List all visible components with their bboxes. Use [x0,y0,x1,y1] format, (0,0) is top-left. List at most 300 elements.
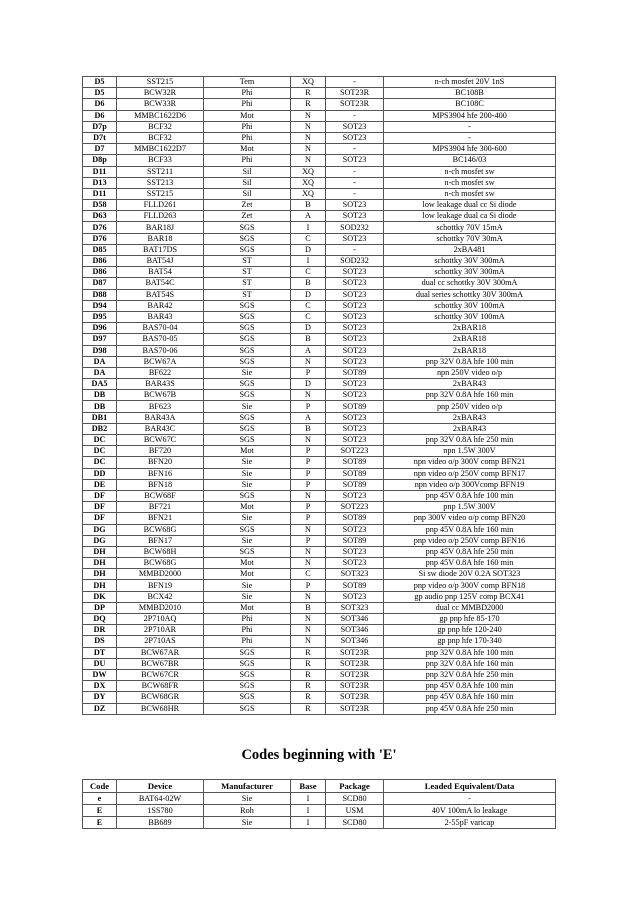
code-cell: DH [83,546,117,557]
header-base: Base [291,780,326,793]
table-row [83,311,556,322]
device-cell: BCW68F [117,490,204,501]
base-cell: C [291,311,326,322]
device-cell: FLLD261 [117,200,204,211]
package-cell: - [326,77,384,88]
code-cell: D58 [83,200,117,211]
equivalent-cell: n-ch mosfet 20V 1nS [384,77,556,88]
manufacturer-cell: Sie [204,401,291,412]
code-cell: E [83,805,117,817]
code-cell: D6 [83,99,117,110]
table-row [83,379,556,390]
device-cell: 2P710AS [117,636,204,647]
device-cell: BCW67AR [117,647,204,658]
base-cell: A [291,345,326,356]
manufacturer-cell: Phi [204,88,291,99]
package-cell: SOT23 [326,300,384,311]
base-cell: XQ [291,77,326,88]
base-cell: A [291,412,326,423]
table-row [83,513,556,524]
code-cell: DB2 [83,423,117,434]
code-cell: DB [83,390,117,401]
base-cell: N [291,132,326,143]
table-header [83,780,556,793]
equivalent-cell: MPS3904 hfe 300-600 [384,144,556,155]
manufacturer-cell: SGS [204,379,291,390]
manufacturer-cell: SGS [204,345,291,356]
base-cell: P [291,502,326,513]
base-cell: I [291,222,326,233]
package-cell: SOT23 [326,546,384,557]
base-cell: N [291,625,326,636]
equivalent-cell: pnp video o/p 300V comp BFN18 [384,580,556,591]
equivalent-cell: schottky 30V 300mA [384,256,556,267]
package-cell: SOT23 [326,435,384,446]
device-cell: FLLD263 [117,211,204,222]
package-cell: SOT23 [326,356,384,367]
table-row [83,334,556,345]
device-cell: BFN18 [117,479,204,490]
package-cell: SOT23R [326,647,384,658]
manufacturer-cell: Mot [204,110,291,121]
equivalent-cell: dual cc schottky 30V 300mA [384,278,556,289]
package-cell: SOT23R [326,681,384,692]
code-cell: D6 [83,110,117,121]
code-cell: DW [83,669,117,680]
base-cell: D [291,289,326,300]
base-cell: P [291,401,326,412]
base-cell: P [291,479,326,490]
device-cell: BCW68G [117,524,204,535]
manufacturer-cell: SGS [204,390,291,401]
code-cell: DB [83,401,117,412]
manufacturer-cell: Sil [204,166,291,177]
package-cell: SOD232 [326,222,384,233]
table-row [83,99,556,110]
device-cell: SST211 [117,166,204,177]
code-cell: DU [83,658,117,669]
package-cell: SOT23 [326,345,384,356]
manufacturer-cell: Phi [204,99,291,110]
package-cell: SOT23 [326,334,384,345]
equivalent-cell: pnp 45V 0.8A hfe 160 min [384,692,556,703]
package-cell: SOT23 [326,591,384,602]
equivalent-cell: pnp 1.5W 300V [384,502,556,513]
table-row [83,703,556,714]
table-row [83,558,556,569]
table-row [83,423,556,434]
package-cell: SOT223 [326,446,384,457]
code-cell: DH [83,580,117,591]
device-cell: BAR42 [117,300,204,311]
table-row [83,256,556,267]
code-cell: e [83,793,117,805]
table-row [83,200,556,211]
manufacturer-cell: Mot [204,502,291,513]
equivalent-cell: pnp 45V 0.8A hfe 160 min [384,558,556,569]
equivalent-cell: pnp 32V 0.8A hfe 100 min [384,647,556,658]
device-cell: BCW68GR [117,692,204,703]
base-cell: N [291,490,326,501]
device-cell: BAR43S [117,379,204,390]
device-cell: BCW68FR [117,681,204,692]
code-cell: D97 [83,334,117,345]
device-cell: BCF32 [117,121,204,132]
device-cell: BAT54S [117,289,204,300]
base-cell: B [291,334,326,345]
code-cell: D13 [83,177,117,188]
manufacturer-cell: Sie [204,468,291,479]
equivalent-cell: npn 1.5W 300V [384,446,556,457]
package-cell: SOT323 [326,602,384,613]
package-cell: SOT23 [326,155,384,166]
manufacturer-cell: Phi [204,625,291,636]
base-cell: D [291,244,326,255]
package-cell: - [326,110,384,121]
package-cell: SOT23R [326,658,384,669]
code-cell: D11 [83,166,117,177]
section-heading: Codes beginning with 'E' [241,747,397,763]
device-cell: 2P710AQ [117,614,204,625]
device-cell: BAT54J [117,256,204,267]
manufacturer-cell: Zet [204,200,291,211]
table-row [83,233,556,244]
manufacturer-cell: SGS [204,423,291,434]
manufacturer-cell: ST [204,289,291,300]
base-cell: P [291,513,326,524]
device-cell: MMBC1622D7 [117,144,204,155]
table-row [83,490,556,501]
code-cell: D11 [83,188,117,199]
manufacturer-cell: Mot [204,446,291,457]
device-cell: BAR43A [117,412,204,423]
code-cell: DF [83,490,117,501]
code-cell: D7p [83,121,117,132]
device-cell: MMBD2000 [117,569,204,580]
code-cell: DE [83,479,117,490]
device-cell: BCW67B [117,390,204,401]
base-cell: N [291,144,326,155]
package-cell: SOT89 [326,513,384,524]
manufacturer-cell: SGS [204,490,291,501]
equivalent-cell: n-ch mosfet sw [384,188,556,199]
manufacturer-cell: SGS [204,703,291,714]
table-row [83,88,556,99]
equivalent-cell: pnp 45V 0.8A hfe 160 min [384,524,556,535]
code-cell: D96 [83,323,117,334]
manufacturer-cell: Sie [204,535,291,546]
device-cell: BFN20 [117,457,204,468]
table-row [83,636,556,647]
device-cell: BCW33R [117,99,204,110]
manufacturer-cell: Sie [204,793,291,805]
equivalent-cell: pnp 45V 0.8A hfe 250 min [384,546,556,557]
manufacturer-cell: Mot [204,569,291,580]
base-cell: N [291,636,326,647]
code-cell: E [83,817,117,829]
package-cell: - [326,244,384,255]
package-cell: SCD80 [326,793,384,805]
code-cell: DQ [83,614,117,625]
table-row [83,289,556,300]
base-cell: N [291,121,326,132]
base-cell: N [291,558,326,569]
manufacturer-cell: SGS [204,681,291,692]
header-device: Device [117,780,204,793]
manufacturer-cell: Sie [204,513,291,524]
equivalent-cell: - [384,793,556,805]
package-cell: SOT89 [326,580,384,591]
code-cell: D5 [83,77,117,88]
device-cell: BCW68H [117,546,204,557]
equivalent-cell: npn 250V video o/p [384,367,556,378]
package-cell: SOT23 [326,278,384,289]
manufacturer-cell: Mot [204,558,291,569]
code-cell: D87 [83,278,117,289]
manufacturer-cell: SGS [204,412,291,423]
equivalent-cell: pnp 32V 0.8A hfe 100 min [384,356,556,367]
package-cell: SOT89 [326,479,384,490]
manufacturer-cell: Sie [204,479,291,490]
device-cell: 2P710AR [117,625,204,636]
package-cell: SOT89 [326,401,384,412]
code-cell: D86 [83,267,117,278]
header-package: Package [326,780,384,793]
code-cell: DB1 [83,412,117,423]
device-cell: BAS70-04 [117,323,204,334]
code-cell: DH [83,569,117,580]
base-cell: N [291,591,326,602]
device-cell: MMBC1622D6 [117,110,204,121]
table-row [83,535,556,546]
code-cell: DC [83,446,117,457]
code-cell: DP [83,602,117,613]
base-cell: N [291,356,326,367]
base-cell: C [291,267,326,278]
code-cell: D86 [83,256,117,267]
base-cell: P [291,535,326,546]
table-row [83,614,556,625]
base-cell: R [291,703,326,714]
table-row [83,77,556,88]
base-cell: B [291,200,326,211]
table-row [83,267,556,278]
base-cell: XQ [291,188,326,199]
equivalent-cell: dual cc MMBD2000 [384,602,556,613]
device-cell: BFN16 [117,468,204,479]
package-cell: SOT89 [326,367,384,378]
package-cell: SOT23 [326,490,384,501]
table-row [83,647,556,658]
device-cell: SST215 [117,188,204,199]
device-cell: BCF33 [117,155,204,166]
package-cell: - [326,177,384,188]
device-cell: BCX42 [117,591,204,602]
table-row [83,479,556,490]
device-cell: BF721 [117,502,204,513]
code-cell: D95 [83,311,117,322]
equivalent-cell: 2xBAR43 [384,412,556,423]
base-cell: P [291,367,326,378]
equivalent-cell: schottky 30V 100mA [384,311,556,322]
package-cell: SOT23 [326,524,384,535]
equivalent-cell: pnp 32V 0.8A hfe 250 min [384,669,556,680]
base-cell: N [291,614,326,625]
package-cell: SOT23 [326,390,384,401]
base-cell: P [291,580,326,591]
package-cell: SOT89 [326,457,384,468]
device-cell: BF720 [117,446,204,457]
equivalent-cell: dual series schottky 30V 300mA [384,289,556,300]
smd-codes-table-d-body [83,77,556,715]
manufacturer-cell: Phi [204,614,291,625]
equivalent-cell: Si sw diode 20V 0.2A SOT323 [384,569,556,580]
table-row [83,244,556,255]
manufacturer-cell: ST [204,267,291,278]
manufacturer-cell: Mot [204,144,291,155]
device-cell: BAT64-02W [117,793,204,805]
base-cell: P [291,457,326,468]
code-cell: D7 [83,144,117,155]
table-row [83,155,556,166]
table-row [83,602,556,613]
base-cell: N [291,110,326,121]
code-cell: DR [83,625,117,636]
header-manufacturer: Manufacturer [204,780,291,793]
table-row [83,468,556,479]
manufacturer-cell: SGS [204,300,291,311]
code-cell: DG [83,524,117,535]
table-row [83,222,556,233]
device-cell: BCW68G [117,558,204,569]
device-cell: BCW67BR [117,658,204,669]
base-cell: C [291,569,326,580]
equivalent-cell: MPS3904 hfe 200-400 [384,110,556,121]
table-row [83,681,556,692]
table-row [83,793,556,805]
smd-codes-table-d [82,76,556,715]
package-cell: SOT23 [326,423,384,434]
equivalent-cell: low leakage dual cc Si diode [384,200,556,211]
package-cell: SOT323 [326,569,384,580]
base-cell: R [291,669,326,680]
code-cell: DF [83,502,117,513]
header-code: Code [83,780,117,793]
base-cell: C [291,233,326,244]
package-cell: SOT23 [326,412,384,423]
header-row [83,780,556,793]
code-cell: D85 [83,244,117,255]
equivalent-cell: npn video o/p 300V comp BFN21 [384,457,556,468]
package-cell: SOT23R [326,99,384,110]
code-cell: D76 [83,233,117,244]
table-row [83,110,556,121]
equivalent-cell: 2xBAR43 [384,379,556,390]
table-row [83,524,556,535]
manufacturer-cell: SGS [204,435,291,446]
equivalent-cell: - [384,121,556,132]
manufacturer-cell: SGS [204,692,291,703]
equivalent-cell: n-ch mosfet sw [384,166,556,177]
base-cell: I [291,805,326,817]
table-row [83,345,556,356]
device-cell: BCW32R [117,88,204,99]
equivalent-cell: schottky 70V 30mA [384,233,556,244]
base-cell: P [291,468,326,479]
package-cell: SOT223 [326,502,384,513]
table-row [83,188,556,199]
table-row [83,591,556,602]
base-cell: R [291,647,326,658]
code-cell: DK [83,591,117,602]
base-cell: P [291,446,326,457]
equivalent-cell: BC146/03 [384,155,556,166]
equivalent-cell: schottky 70V 15mA [384,222,556,233]
package-cell: SOT89 [326,535,384,546]
equivalent-cell: gp pnp hfe 120-240 [384,625,556,636]
manufacturer-cell: SGS [204,356,291,367]
base-cell: N [291,390,326,401]
package-cell: SOT23 [326,200,384,211]
code-cell: D98 [83,345,117,356]
table-row [83,121,556,132]
table-row [83,625,556,636]
equivalent-cell: pnp 32V 0.8A hfe 250 min [384,435,556,446]
manufacturer-cell: Phi [204,121,291,132]
device-cell: BAS70-06 [117,345,204,356]
base-cell: XQ [291,166,326,177]
code-cell: DC [83,435,117,446]
manufacturer-cell: SGS [204,311,291,322]
table-row [83,323,556,334]
package-cell: SOT346 [326,636,384,647]
device-cell: BF622 [117,367,204,378]
code-cell: DF [83,513,117,524]
manufacturer-cell: Sil [204,188,291,199]
code-cell: D94 [83,300,117,311]
equivalent-cell: 40V 100mA lo leakage [384,805,556,817]
package-cell: SOT23 [326,289,384,300]
package-cell: SOT23 [326,211,384,222]
table-row [83,278,556,289]
package-cell: SOT23 [326,121,384,132]
device-cell: BCF32 [117,132,204,143]
code-cell: DA5 [83,379,117,390]
table-row [83,805,556,817]
table-row [83,412,556,423]
manufacturer-cell: SGS [204,524,291,535]
table-row [83,144,556,155]
device-cell: BAT54 [117,267,204,278]
table-row [83,446,556,457]
base-cell: I [291,793,326,805]
equivalent-cell: 2xBAR18 [384,345,556,356]
code-cell: D76 [83,222,117,233]
device-cell: BF623 [117,401,204,412]
code-cell: D88 [83,289,117,300]
code-cell: DX [83,681,117,692]
equivalent-cell: gp pnp hfe 85-170 [384,614,556,625]
base-cell: R [291,88,326,99]
equivalent-cell: 2xBAR18 [384,334,556,345]
device-cell: BAR43C [117,423,204,434]
equivalent-cell: pnp 300V video o/p comp BFN20 [384,513,556,524]
manufacturer-cell: ST [204,278,291,289]
package-cell: SOT23 [326,132,384,143]
base-cell: N [291,435,326,446]
package-cell: SCD80 [326,817,384,829]
code-cell: DT [83,647,117,658]
